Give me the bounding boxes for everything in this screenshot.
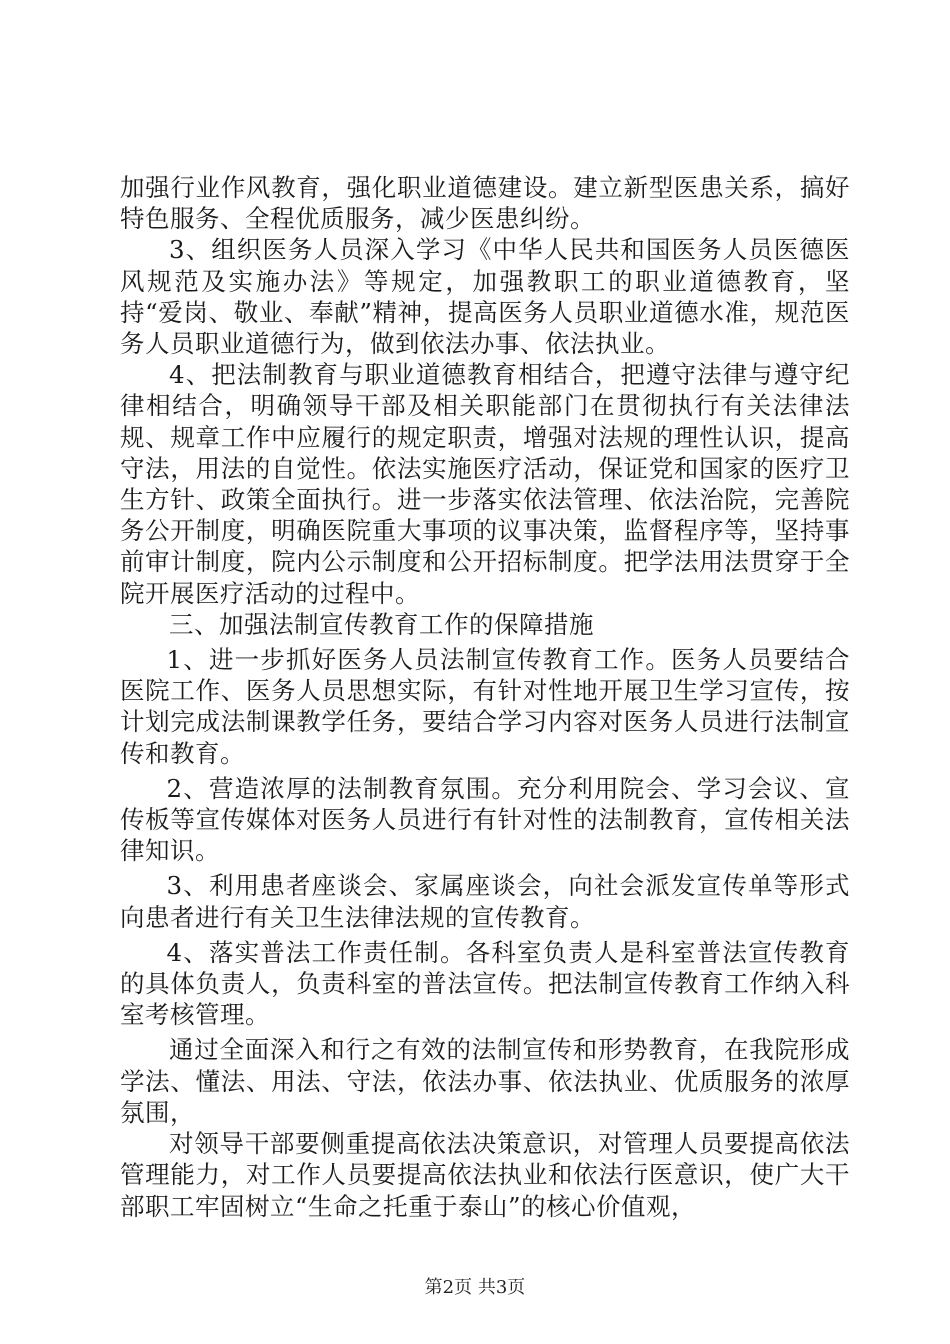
section-heading-3: 三、加强法制宣传教育工作的保障措施 [169, 609, 594, 639]
paragraph-measure-4: 4、落实普法工作责任制。各科室负责人是科室普法宣传教育的具体负责人，负责科室的普法宣传。把法制宣传教育工作纳入科室考核管理。 [120, 937, 850, 1030]
paragraph-measure-2: 2、营造浓厚的法制教育氛围。充分利用院会、学习会议、宣传板等宣传媒体对医务人员进行有针对性的法制教育，宣传相关法律知识。 [120, 773, 850, 866]
paragraph-measure-1: 1、进一步抓好医务人员法制宣传教育工作。医务人员要结合医院工作、医务人员思想实际，有针对性地开展卫生学习宣传，按计划完成法制课教学任务，要结合学习内容对医务人员进行法制宣传和教育。 [120, 645, 850, 768]
paragraph-item-3: 3、组织医务人员深入学习《中华人民共和国医务人员医德医风规范及实施办法》等规定，加强教职工的职业道德教育，坚持“爱岗、敬业、奉献”精神，提高医务人员职业道德水准，规范医务人员职业道德行为，做到依法办事、依法执业。 [120, 235, 850, 359]
paragraph-item-4: 4、把法制教育与职业道德教育相结合，把遵守法律与遵守纪律相结合，明确领导干部及相关职能部门在贯彻执行有关法律法规、规章工作中应履行的规定职责，增强对法规的理性认识，提高守法，用法的自觉性。依法实施医疗活动，保证党和国家的医疗卫生方针、政策全面执行。进一步落实依法管理、依法治院，完善院务公开制度，明确医院重大事项的议事决策，监督程序等，坚持事前审计制度，院内公示制度和公开招标制度。把学法用法贯穿于全院开展医疗活动的过程中。 [120, 360, 850, 608]
paragraph-measure-3: 3、利用患者座谈会、家属座谈会，向社会派发宣传单等形式向患者进行有关卫生法律法规的宣传教育。 [120, 871, 850, 932]
paragraph-continuation: 加强行业作风教育，强化职业道德建设。建立新型医患关系，搞好特色服务、全程优质服务，减少医患纠纷。 [120, 173, 850, 234]
body-text [120, 172, 850, 1222]
paragraph-summary: 通过全面深入和行之有效的法制宣传和形势教育，在我院形成学法、懂法、用法、守法，依法办事、依法执业、优质服务的浓厚氛围， [120, 1035, 850, 1127]
paragraph-conclusion: 对领导干部要侧重提高依法决策意识，对管理人员要提高依法管理能力，对工作人员要提高依法执业和依法行医意识，使广大干部职工牢固树立“生命之托重于泰山”的核心价值观， [120, 1129, 850, 1221]
page-footer: 第2页 共3页 [424, 1277, 526, 1298]
